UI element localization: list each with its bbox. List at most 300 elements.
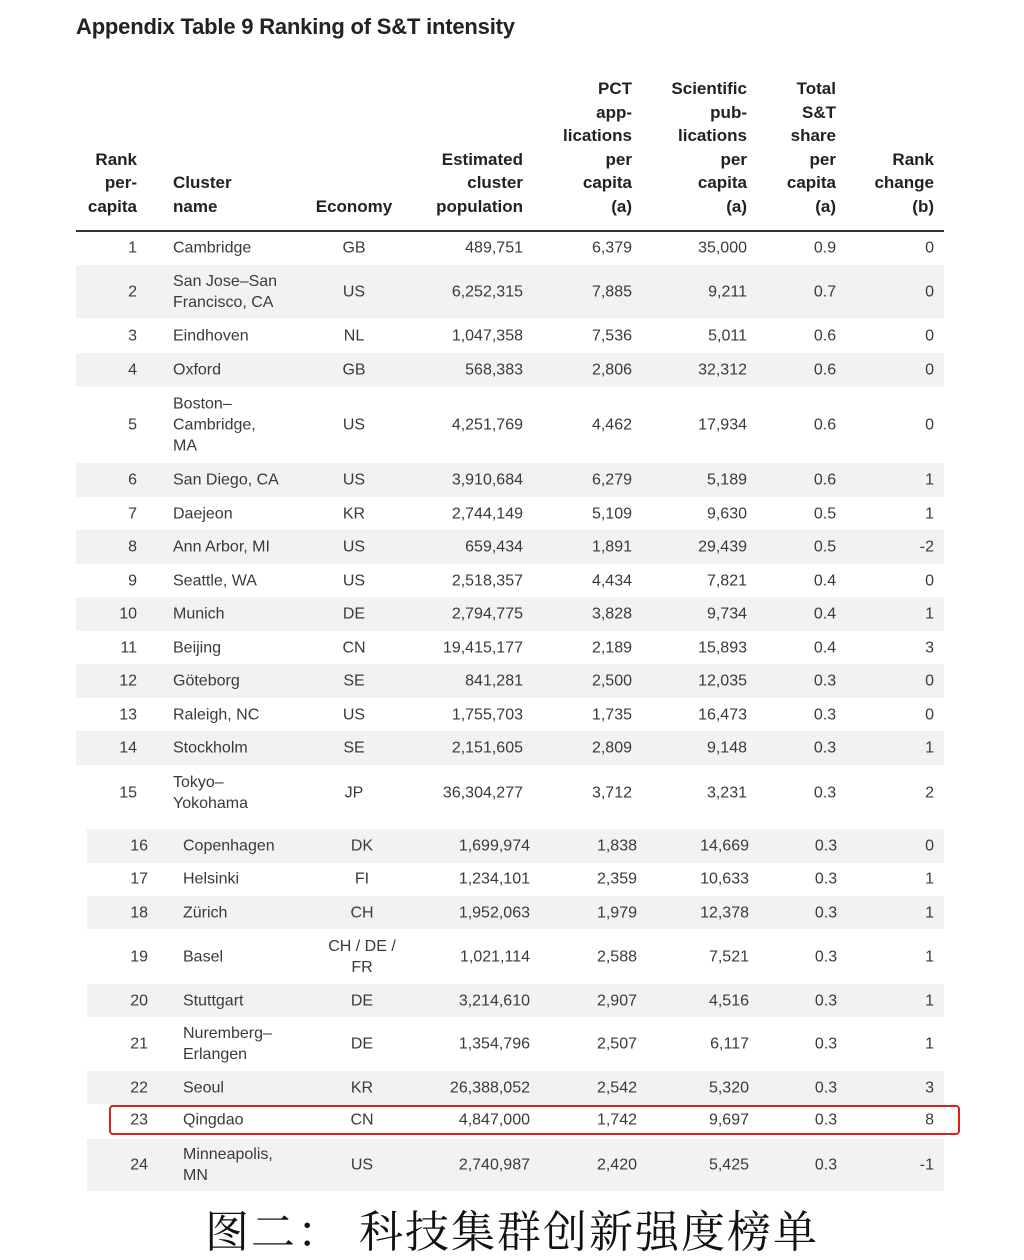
cluster-name-cell <box>183 869 239 890</box>
economy-line: CN <box>350 1111 374 1129</box>
header-pct <box>563 77 632 218</box>
table-row <box>76 530 944 564</box>
economy-line: US <box>342 572 366 589</box>
rank-cell: 6 <box>128 471 137 489</box>
publications-cell: 12,378 <box>700 904 749 921</box>
share-cell: 0.3 <box>814 992 838 1009</box>
population-cell: 2,151,605 <box>451 739 523 757</box>
rank-change-cell: 1 <box>925 505 934 522</box>
cluster-name-cell <box>183 946 223 967</box>
economy-line: CH <box>350 904 374 921</box>
header-population <box>436 148 523 219</box>
cluster-name-line: Daejeon <box>173 505 233 522</box>
cluster-name-cell <box>173 503 233 524</box>
economy-cell <box>294 637 414 658</box>
publications-cell: 5,189 <box>706 471 747 489</box>
table-row <box>87 829 944 863</box>
pct-cell: 2,809 <box>591 739 632 757</box>
population-cell: 841,281 <box>465 672 523 690</box>
cluster-name-cell <box>173 637 221 658</box>
share-cell: 0.3 <box>813 784 837 801</box>
population-cell: 3,214,610 <box>458 992 530 1009</box>
cluster-name-line: Stockholm <box>173 739 248 757</box>
rank-change-cell: -2 <box>919 538 934 556</box>
cluster-name-line: Seattle, WA <box>173 572 257 589</box>
economy-cell <box>302 869 422 890</box>
share-cell: 0.3 <box>813 672 837 690</box>
figure-caption: 图二： 科技集群创新强度榜单 <box>205 1207 819 1258</box>
rank-change-cell: 0 <box>925 572 934 589</box>
rank-cell: 19 <box>130 948 148 965</box>
economy-cell <box>302 1034 422 1055</box>
pct-cell: 7,536 <box>591 327 632 344</box>
rank-change-cell: 0 <box>925 416 934 433</box>
share-cell: 0.3 <box>814 837 838 855</box>
cluster-name-line: Tokyo– <box>173 773 224 791</box>
pct-cell: 7,885 <box>591 283 632 300</box>
economy-cell <box>294 704 414 725</box>
population-cell: 4,847,000 <box>458 1111 530 1129</box>
header-line: per <box>809 149 836 169</box>
cluster-name-line: Göteborg <box>173 672 240 690</box>
population-cell: 1,234,101 <box>458 870 530 888</box>
cluster-name-cell <box>173 704 259 725</box>
population-cell: 3,910,684 <box>451 471 523 489</box>
table-row <box>87 1139 944 1191</box>
header-line: capita <box>582 173 632 192</box>
cluster-name-cell <box>173 238 251 259</box>
publications-cell: 4,516 <box>708 992 749 1009</box>
rank-change-cell: 1 <box>925 471 934 489</box>
cluster-name-line: Francisco, CA <box>173 293 274 311</box>
header-line: app- <box>596 102 632 122</box>
cluster-name-line: Helsinki <box>183 870 240 888</box>
header-line: per <box>720 149 747 169</box>
pct-cell: 1,891 <box>591 538 632 556</box>
economy-cell <box>294 738 414 759</box>
publications-cell: 5,320 <box>708 1079 749 1096</box>
publications-cell: 7,821 <box>706 572 747 589</box>
rank-cell: 10 <box>119 605 137 623</box>
header-change <box>874 148 934 219</box>
economy-line: DK <box>350 837 374 855</box>
cluster-name-line: Oxford <box>173 361 222 379</box>
table-row <box>76 319 944 352</box>
header-line: population <box>436 196 523 216</box>
share-cell: 0.6 <box>813 361 837 379</box>
economy-line: NL <box>343 327 365 344</box>
cluster-name-cell <box>183 1077 224 1098</box>
header-line: (a) <box>611 196 632 216</box>
pct-cell: 1,838 <box>596 837 637 855</box>
pct-cell: 1,735 <box>591 706 632 723</box>
header-line: (a) <box>815 196 836 216</box>
table-row <box>87 930 944 983</box>
header-line: Cluster <box>173 173 232 192</box>
rank-change-cell: 2 <box>925 784 934 801</box>
qingdao-highlight-box <box>109 1105 960 1135</box>
economy-cell <box>302 1077 422 1098</box>
population-cell: 489,751 <box>465 239 523 257</box>
rank-cell: 3 <box>128 327 137 344</box>
cluster-name-cell <box>173 738 248 759</box>
economy-cell <box>302 902 422 923</box>
header-line: lications <box>563 126 632 145</box>
population-cell: 1,021,114 <box>460 948 530 965</box>
economy-line: JP <box>344 784 364 801</box>
publications-cell: 5,425 <box>708 1156 749 1174</box>
economy-line: DE <box>350 992 374 1009</box>
cluster-name-line: Seoul <box>183 1079 224 1096</box>
cluster-name-cell <box>173 470 279 491</box>
cluster-name-cell <box>173 271 277 313</box>
cluster-name-line: Cambridge <box>173 239 252 257</box>
cluster-name-line: Basel <box>183 948 224 965</box>
table-row <box>76 353 944 387</box>
publications-cell: 16,473 <box>698 706 747 723</box>
header-line: change <box>874 173 934 192</box>
header-share <box>787 77 836 218</box>
cluster-name-line: Ann Arbor, MI <box>173 538 270 556</box>
cluster-name-line: Copenhagen <box>183 837 275 855</box>
pct-cell: 3,712 <box>591 784 632 801</box>
share-cell: 0.4 <box>813 572 837 589</box>
rank-change-cell: 1 <box>925 1035 934 1053</box>
share-cell: 0.7 <box>813 283 837 300</box>
cluster-name-cell <box>173 325 249 346</box>
population-cell: 1,699,974 <box>458 837 530 855</box>
header-line: capita <box>87 196 137 216</box>
economy-line: US <box>342 538 366 556</box>
rank-change-cell: 0 <box>925 239 934 257</box>
share-cell: 0.3 <box>814 870 838 888</box>
economy-cell <box>294 360 414 381</box>
economy-line: US <box>342 471 366 489</box>
pct-cell: 1,979 <box>596 904 637 921</box>
cluster-name-cell <box>183 1144 273 1186</box>
cluster-name-cell <box>173 393 256 456</box>
economy-line: FI <box>354 870 370 888</box>
table-row <box>76 232 944 264</box>
economy-cell <box>294 325 414 346</box>
cluster-name-line: Stuttgart <box>183 992 244 1009</box>
economy-line: CN <box>342 639 366 656</box>
cluster-name-cell <box>173 360 221 381</box>
economy-line: GB <box>342 239 366 257</box>
rank-change-cell: 3 <box>925 1079 934 1096</box>
rank-cell: 12 <box>119 672 137 690</box>
population-cell: 2,740,987 <box>458 1156 530 1174</box>
cluster-name-cell <box>183 1023 272 1065</box>
pct-cell: 2,420 <box>596 1156 637 1174</box>
publications-cell: 7,521 <box>708 948 749 965</box>
publications-cell: 32,312 <box>698 361 747 379</box>
rank-change-cell: 0 <box>925 327 934 344</box>
share-cell: 0.6 <box>813 471 837 489</box>
header-pubs <box>671 77 747 218</box>
table-row <box>87 863 944 895</box>
population-cell: 26,388,052 <box>449 1079 530 1096</box>
economy-cell <box>294 782 414 803</box>
publications-cell: 9,211 <box>708 283 747 300</box>
header-line: Total <box>796 79 836 98</box>
table-row <box>76 387 944 462</box>
pct-cell: 2,588 <box>596 948 637 965</box>
publications-cell: 9,630 <box>706 505 747 522</box>
cluster-name-line: Zürich <box>183 904 228 921</box>
population-cell: 2,794,775 <box>451 605 523 623</box>
rank-cell: 11 <box>120 639 137 656</box>
economy-line: DE <box>342 605 366 623</box>
table-row <box>76 765 944 820</box>
cluster-name-line: Raleigh, NC <box>173 706 260 723</box>
rank-change-cell: 1 <box>925 870 934 888</box>
table-header <box>0 78 1024 230</box>
header-line: share <box>790 126 836 145</box>
table-row <box>76 698 944 731</box>
publications-cell: 29,439 <box>698 538 747 556</box>
economy-line: CH / DE / <box>328 937 396 955</box>
share-cell: 0.3 <box>814 948 838 965</box>
share-cell: 0.3 <box>814 1156 838 1174</box>
rank-cell: 14 <box>119 739 137 757</box>
pct-cell: 6,379 <box>591 239 632 257</box>
publications-cell: 5,011 <box>708 327 747 344</box>
economy-line: US <box>342 416 366 433</box>
publications-cell: 9,697 <box>708 1111 749 1129</box>
rank-cell: 15 <box>119 784 137 801</box>
rank-change-cell: 1 <box>925 992 934 1009</box>
cluster-name-line: Beijing <box>173 639 222 656</box>
header-line: name <box>173 196 218 216</box>
rank-cell: 8 <box>128 538 137 556</box>
cluster-name-cell <box>173 671 240 692</box>
header-economy <box>294 195 414 219</box>
rank-cell: 24 <box>130 1156 148 1174</box>
header-line: per <box>605 149 632 169</box>
cluster-name-line: Munich <box>173 605 225 623</box>
rank-change-cell: 0 <box>925 283 934 300</box>
population-cell: 1,755,703 <box>451 706 523 723</box>
table-row <box>76 731 944 765</box>
rank-change-cell: -1 <box>919 1156 934 1174</box>
table-title: Appendix Table 9 Ranking of S&T intensity <box>76 14 515 39</box>
rank-cell: 22 <box>130 1079 148 1096</box>
rank-cell: 18 <box>130 904 148 921</box>
population-cell: 1,952,063 <box>458 904 530 921</box>
rank-change-cell: 1 <box>925 605 934 623</box>
economy-cell <box>294 503 414 524</box>
cluster-name-cell <box>173 772 248 814</box>
header-line: Estimated <box>441 149 523 169</box>
share-cell: 0.5 <box>813 538 837 556</box>
economy-line: FR <box>351 958 373 976</box>
pct-cell: 3,828 <box>591 605 632 623</box>
table-row <box>87 984 944 1017</box>
rank-change-cell: 8 <box>925 1111 934 1129</box>
rank-cell: 1 <box>128 239 137 257</box>
economy-line: US <box>350 1156 374 1174</box>
publications-cell: 12,035 <box>698 672 747 690</box>
pct-cell: 2,189 <box>591 639 632 656</box>
population-cell: 6,252,315 <box>451 283 523 300</box>
economy-cell <box>302 990 422 1011</box>
population-cell: 1,354,796 <box>458 1035 530 1053</box>
cluster-name-line: MA <box>173 437 197 454</box>
publications-cell: 14,669 <box>700 837 749 855</box>
cluster-name-line: MN <box>183 1167 208 1184</box>
rank-cell: 13 <box>119 706 137 723</box>
header-line: per- <box>104 173 137 192</box>
table-row <box>76 564 944 597</box>
economy-line: US <box>342 706 366 723</box>
rank-cell: 17 <box>130 870 148 888</box>
economy-cell <box>294 238 414 259</box>
share-cell: 0.4 <box>813 605 837 623</box>
rank-cell: 9 <box>128 572 137 589</box>
population-cell: 36,304,277 <box>442 784 523 801</box>
cluster-name-line: Erlangen <box>183 1046 248 1063</box>
share-cell: 0.3 <box>813 739 837 757</box>
economy-line: US <box>342 283 366 300</box>
cluster-name-line: Yokohama <box>173 794 249 812</box>
share-cell: 0.6 <box>813 327 837 344</box>
rank-change-cell: 3 <box>925 639 934 656</box>
rank-change-cell: 1 <box>925 739 934 757</box>
rank-change-cell: 1 <box>925 948 934 965</box>
cluster-name-line: Nuremberg– <box>183 1025 272 1042</box>
rank-cell: 4 <box>128 361 137 379</box>
population-cell: 2,744,149 <box>451 505 523 522</box>
pct-cell: 4,462 <box>591 416 632 433</box>
rank-cell: 16 <box>130 837 148 855</box>
rank-cell: 5 <box>128 416 137 433</box>
economy-line: SE <box>343 739 365 757</box>
economy-cell <box>302 1155 422 1176</box>
share-cell: 0.5 <box>813 505 837 522</box>
pct-cell: 2,806 <box>591 361 632 379</box>
table-row <box>76 463 944 497</box>
rank-change-cell: 0 <box>925 837 934 855</box>
rank-change-cell: 0 <box>925 361 934 379</box>
header-cluster <box>173 171 232 218</box>
population-cell: 2,518,357 <box>451 572 523 589</box>
cluster-name-line: Cambridge, <box>173 416 256 433</box>
economy-line: GB <box>342 361 366 379</box>
population-cell: 1,047,358 <box>451 327 523 344</box>
table-row <box>76 664 944 698</box>
cluster-name-cell <box>173 537 270 558</box>
economy-line: SE <box>343 672 365 690</box>
economy-line: DE <box>350 1035 374 1053</box>
cluster-name-cell <box>173 570 257 591</box>
header-line: Rank <box>892 149 934 169</box>
table-row <box>87 896 944 929</box>
publications-cell: 9,148 <box>706 739 747 757</box>
rank-cell: 23 <box>130 1111 148 1129</box>
header-line: capita <box>786 173 836 192</box>
cluster-name-cell <box>173 604 225 625</box>
publications-cell: 35,000 <box>698 239 747 257</box>
cluster-name-line: Eindhoven <box>173 327 249 344</box>
share-cell: 0.3 <box>814 904 838 921</box>
header-line: cluster <box>467 173 523 192</box>
cluster-name-line: San Jose–San <box>173 272 278 290</box>
economy-cell <box>294 570 414 591</box>
economy-cell <box>294 470 414 491</box>
rank-change-cell: 0 <box>925 672 934 690</box>
pct-cell: 2,500 <box>591 672 632 690</box>
pct-cell: 2,359 <box>596 870 637 888</box>
header-line: capita <box>697 173 747 192</box>
cluster-name-cell <box>183 990 243 1011</box>
pct-cell: 4,434 <box>591 572 632 589</box>
header-line: Rank <box>95 149 137 169</box>
rank-cell: 20 <box>130 992 148 1009</box>
share-cell: 0.3 <box>814 1079 838 1096</box>
cluster-name-line: Qingdao <box>183 1111 244 1129</box>
population-cell: 19,415,177 <box>442 639 523 656</box>
header-line: PCT <box>598 79 632 98</box>
header-line: pub- <box>710 102 747 122</box>
population-cell: 568,383 <box>465 361 523 379</box>
header-line: Economy <box>315 196 393 216</box>
population-cell: 659,434 <box>465 538 523 556</box>
header-rank <box>88 148 137 219</box>
economy-cell <box>294 604 414 625</box>
pct-cell: 1,742 <box>596 1111 637 1129</box>
table-row <box>87 1018 944 1070</box>
rank-cell: 2 <box>128 283 137 300</box>
cluster-name-line: Boston– <box>173 395 232 412</box>
pct-cell: 2,907 <box>596 992 637 1009</box>
share-cell: 0.3 <box>813 706 837 723</box>
pct-cell: 2,507 <box>596 1035 637 1053</box>
share-cell: 0.9 <box>813 239 837 257</box>
table-row <box>87 1071 944 1104</box>
rank-cell: 21 <box>130 1035 148 1053</box>
economy-line: KR <box>342 505 366 522</box>
share-cell: 0.3 <box>814 1111 838 1129</box>
population-cell: 4,251,769 <box>451 416 523 433</box>
cluster-name-line: San Diego, CA <box>173 471 279 489</box>
table-row <box>76 597 944 631</box>
pct-cell: 6,279 <box>591 471 632 489</box>
economy-cell <box>302 936 422 978</box>
table-row <box>76 497 944 530</box>
share-cell: 0.4 <box>813 639 837 656</box>
table-row <box>76 265 944 318</box>
publications-cell: 10,633 <box>700 870 749 888</box>
publications-cell: 9,734 <box>706 605 747 623</box>
header-line: Scientific <box>671 79 747 98</box>
cluster-name-line: Minneapolis, <box>183 1146 273 1163</box>
table-row <box>76 631 944 664</box>
header-line: lications <box>678 126 747 145</box>
publications-cell: 15,893 <box>698 639 747 656</box>
publications-cell: 17,934 <box>698 416 747 433</box>
pct-cell: 2,542 <box>596 1079 637 1096</box>
economy-cell <box>294 537 414 558</box>
header-line: (a) <box>726 196 747 216</box>
publications-cell: 3,231 <box>706 784 747 801</box>
rank-change-cell: 1 <box>925 904 934 921</box>
economy-cell <box>302 836 422 857</box>
economy-cell <box>294 281 414 302</box>
economy-line: KR <box>350 1079 374 1096</box>
header-line: (b) <box>912 196 934 216</box>
cluster-name-cell <box>183 836 275 857</box>
